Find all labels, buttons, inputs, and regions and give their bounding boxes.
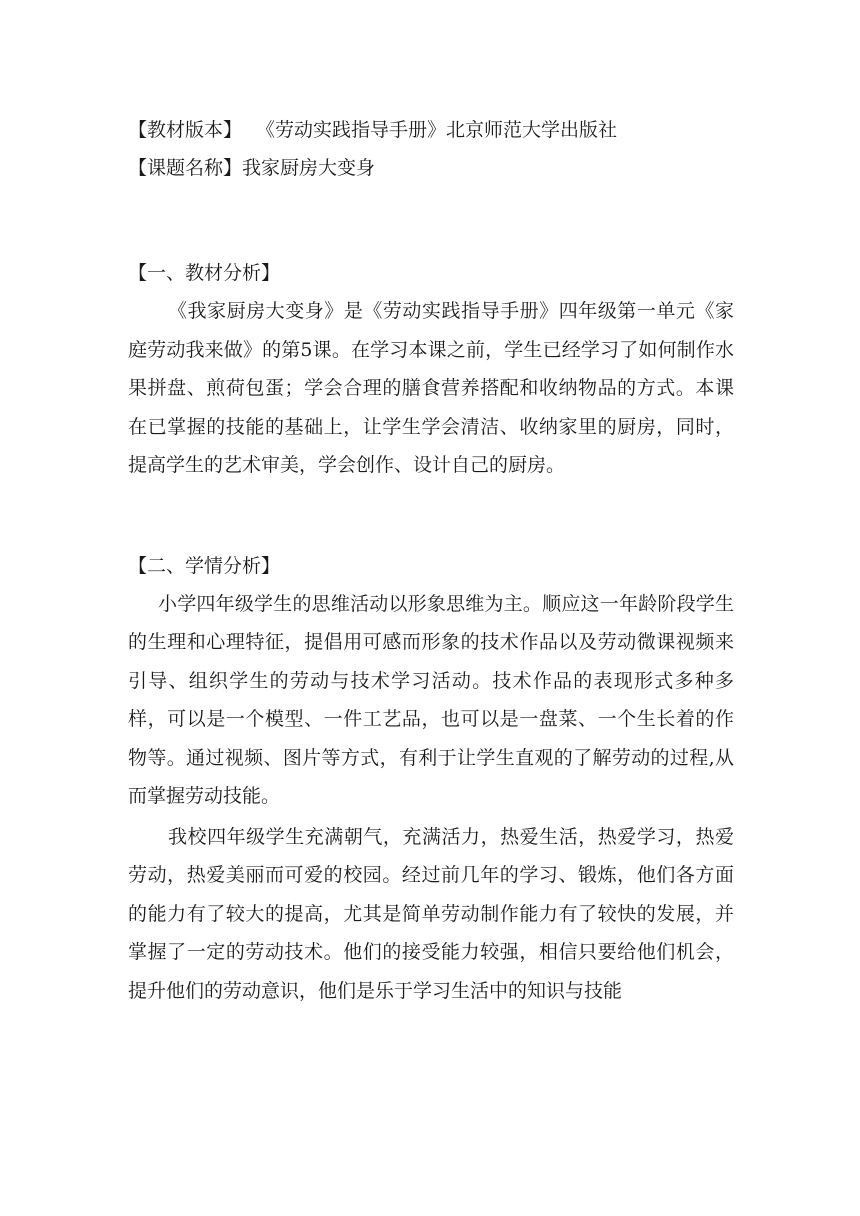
topic-line <box>128 149 734 187</box>
section-spacer <box>128 485 734 547</box>
learner-analysis-paragraph-2: 我校四年级学生充满朝气，充满活力，热爱生活，热爱学习，热爱劳动，热爱美丽而可爱的校园。经过前几年的学习、锻炼，他们各方面的能力有了较大的提高，尤其是简单劳动制作能力有了较快的发展，并掌握了一定的劳动技术。他们的接受能力较强，相信只要给他们机会，提升他们的劳动意识，他们是乐于学习生活中的知识与技能 <box>128 825 734 1002</box>
topic-value: 我家厨房大变身 <box>242 157 376 179</box>
section-spacer <box>128 187 734 254</box>
learner-analysis-paragraph-1: 小学四年级学生的思维活动以形象思维为主。顺应这一年龄阶段学生的生理和心理特征，提倡用可感而形象的技术作品以及劳动微课视频来引导、组织学生的劳动与技术学习活动。技术作品的表现形式多种多样，可以是一个模型、一件工艺品，也可以是一盘菜、一个生长着的作物等。通过视频、图片等方式，有利于让学生直观的了解劳动的过程,从而掌握劳动技能。 <box>128 592 734 807</box>
topic-label: 【课题名称】 <box>128 157 243 179</box>
edition-label: 【教材版本】 <box>128 119 243 141</box>
section-heading-textbook-analysis: 【一、教材分析】 <box>128 262 281 284</box>
edition-value: 《劳动实践指导手册》北京师范大学出版社 <box>256 119 618 141</box>
document-body <box>128 111 734 1010</box>
section-heading-learner-analysis: 【二、学情分析】 <box>128 554 281 577</box>
textbook-analysis-paragraph: 《我家厨房大变身》是《劳动实践指导手册》四年级第一单元《家庭劳动我来做》的第5课。在学习本课之前，学生已经学习了如何制作水果拼盘、煎荷包蛋；学会合理的膳食营养搭配和收纳物品的方式。本课在已掌握的技能的基础上，让学生学会清洁、收纳家里的厨房，同时，提高学生的艺术审美，学会创作、设计自己的厨房。 <box>128 300 734 476</box>
edition-line <box>128 111 734 149</box>
